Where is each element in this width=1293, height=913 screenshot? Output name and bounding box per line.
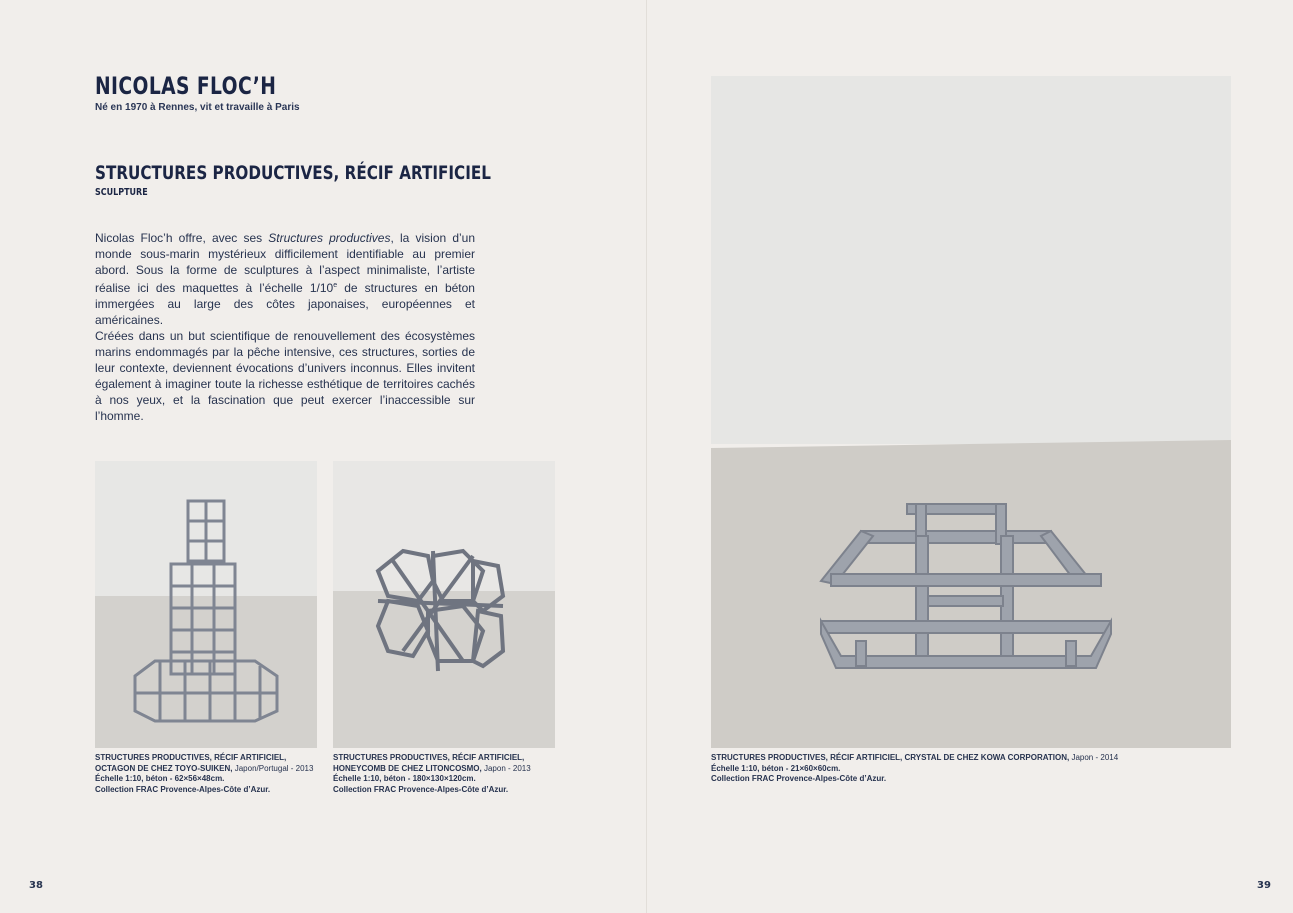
- page-number-right: 39: [1257, 880, 1271, 891]
- photo-octagon-sculpture: [95, 461, 317, 748]
- page-number-left: 38: [29, 880, 43, 891]
- artist-name: NICOLAS FLOC’H: [95, 72, 277, 100]
- caption-honeycomb: STRUCTURES PRODUCTIVES, RÉCIF ARTIFICIEL, HONEYCOMB DE CHEZ LITONCOSMO, Japon - 2013 Échelle 1:10, béton - 180×130×120cm. Collection FRAC Provence-Alpes-Côte d’Azur.: [333, 753, 531, 794]
- page-gutter: [646, 0, 647, 913]
- caption-octagon: STRUCTURES PRODUCTIVES, RÉCIF ARTIFICIEL, OCTAGON DE CHEZ TOYO-SUIKEN, Japon/Portugal - 2013 Échelle 1:10, béton - 62×56×48cm. Collection FRAC Provence-Alpes-Côte d’Azur.: [95, 753, 314, 794]
- artist-bio: Né en 1970 à Rennes, vit et travaille à Paris: [95, 102, 300, 113]
- photo-honeycomb-sculpture: [333, 461, 555, 748]
- work-title: STRUCTURES PRODUCTIVES, RÉCIF ARTIFICIEL: [95, 162, 491, 184]
- photo-crystal-sculpture: [711, 76, 1231, 748]
- caption-crystal: STRUCTURES PRODUCTIVES, RÉCIF ARTIFICIEL, CRYSTAL DE CHEZ KOWA CORPORATION, Japon - 2014 Échelle 1:10, béton - 21×60×60cm. Collection FRAC Provence-Alpes-Côte d’Azur.: [711, 753, 1119, 783]
- description: [95, 230, 475, 424]
- work-medium: SCULPTURE: [95, 187, 148, 198]
- paragraph-1: Nicolas Floc’h offre, avec ses Structures productives, la vision d’un monde sous-marin mystérieux difficilement identifiable au premier abord. Sous la forme de sculptures à l’aspect minimaliste, l’artiste réalise ici des maquettes à l’échelle 1/10e de structures en béton immergées au large des côtes japonaises, européennes et américaines.: [95, 231, 476, 327]
- paragraph-2: Créées dans un but scientifique de renouvellement des écosystèmes marins endommagés par la pêche intensive, ces structures, sorties de leur contexte, deviennent évocations d’univers inconnus. Elles invitent également à imaginer toute la richesse esthétique de territoires cachés à nos yeux, et la fascination que peut exercer l’inaccessible sur l’homme.: [95, 329, 475, 423]
